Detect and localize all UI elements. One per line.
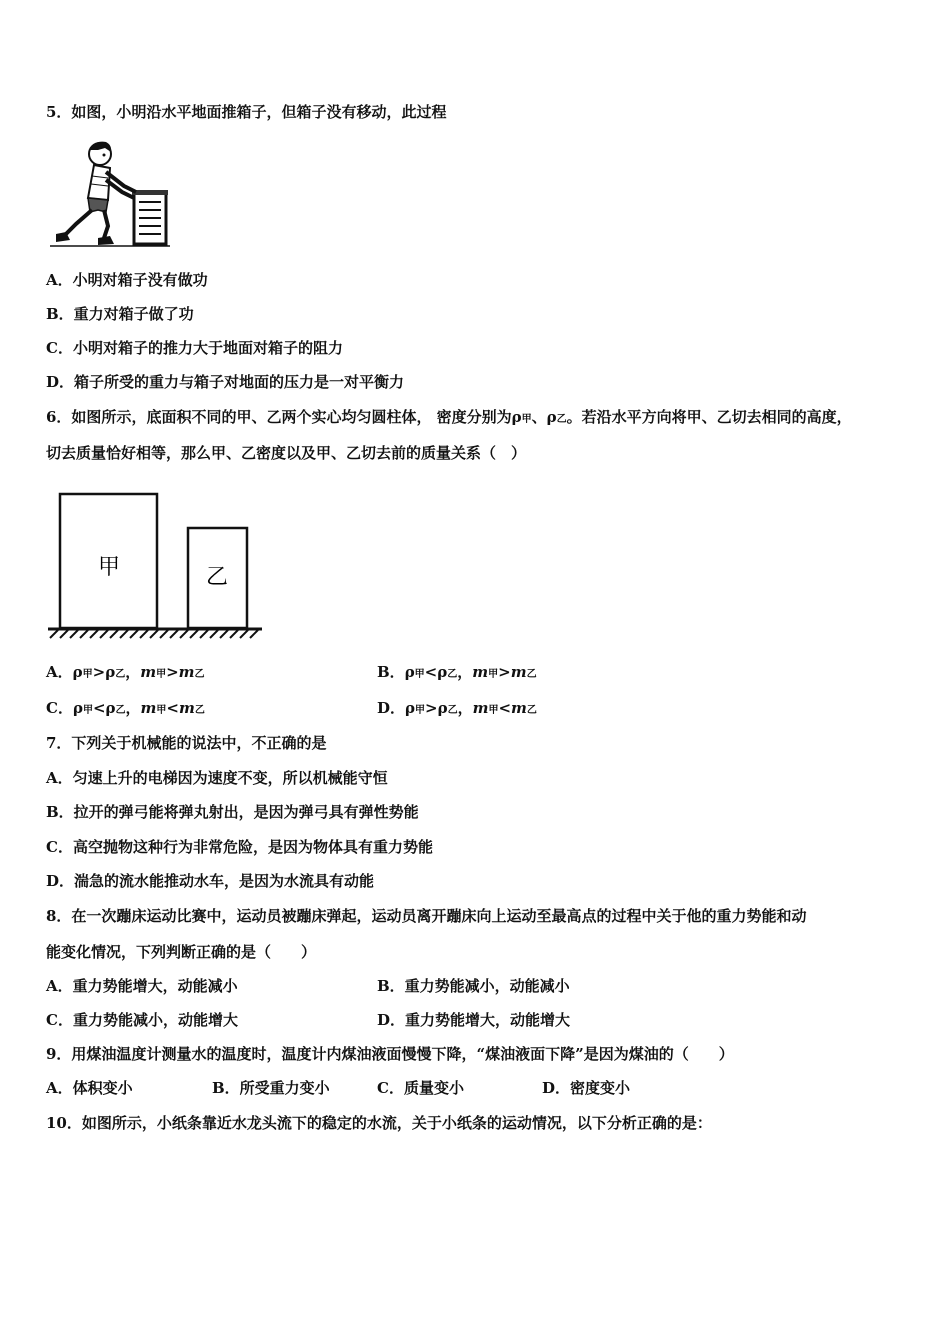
q8-stem-line1: 8．在一次蹦床运动比赛中，运动员被蹦床弹起，运动员离开蹦床向上运动至最高点的过程中关于他的重力势能和动 [46, 907, 807, 925]
q8-option-b: B．重力势能减小，动能减小 [377, 977, 570, 995]
q6-option-c: C．ρ甲<ρ乙，m甲<m乙 [46, 699, 205, 717]
q7-option-d: D．湍急的流水能推动水车，是因为水流具有动能 [46, 872, 375, 890]
q6-option-b: B．ρ甲<ρ乙，m甲>m乙 [377, 663, 537, 681]
q6-cylinders-figure [46, 490, 266, 640]
q5-option-c: C．小明对箱子的推力大于地面对箱子的阻力 [46, 339, 343, 357]
q8-stem-line2: 能变化情况，下列判断正确的是（ ） [46, 943, 317, 961]
q6-option-a: A．ρ甲>ρ乙，m甲>m乙 [46, 663, 205, 681]
q7-option-b: B．拉开的弹弓能将弹丸射出，是因为弹弓具有弹性势能 [46, 803, 419, 821]
cylinder-jia-label: 甲 [98, 555, 121, 580]
q9-option-d: D．密度变小 [542, 1079, 631, 1097]
q9-stem: 9．用煤油温度计测量水的温度时，温度计内煤油液面慢慢下降，“煤油液面下降”是因为煤油的（ ） [46, 1045, 734, 1063]
q10-stem: 10．如图所示，小纸条靠近水龙头流下的稳定的水流，关于小纸条的运动情况，以下分析正确的是： [46, 1114, 712, 1132]
q6-stem-line1: 6．如图所示，底面积不同的甲、乙两个实心均匀圆柱体， 密度分别为ρ甲、ρ乙。若沿水平方向将甲、乙切去相同的高度， [46, 408, 852, 426]
q7-option-a: A．匀速上升的电梯因为速度不变，所以机械能守恒 [46, 769, 388, 787]
q9-option-c: C．质量变小 [377, 1079, 464, 1097]
q6-stem-line2: 切去质量恰好相等，那么甲、乙密度以及甲、乙切去前的质量关系（ ） [46, 444, 527, 462]
q5-option-b: B．重力对箱子做了功 [46, 305, 194, 323]
q5-option-d: D．箱子所受的重力与箱子对地面的压力是一对平衡力 [46, 373, 405, 391]
q8-option-a: A．重力势能增大，动能减小 [46, 977, 238, 995]
q9-option-b: B．所受重力变小 [212, 1079, 330, 1097]
q7-option-c: C．高空抛物这种行为非常危险，是因为物体具有重力势能 [46, 838, 433, 856]
q5-option-a: A．小明对箱子没有做功 [46, 271, 208, 289]
q9-option-a: A．体积变小 [46, 1079, 133, 1097]
q5-stem: 5．如图，小明沿水平地面推箱子，但箱子没有移动，此过程 [46, 103, 447, 121]
q6-option-d: D．ρ甲>ρ乙，m甲<m乙 [377, 699, 537, 717]
q5-boy-pushing-box-figure [50, 138, 170, 250]
q8-option-d: D．重力势能增大，动能增大 [377, 1011, 571, 1029]
cylinder-yi-label: 乙 [206, 565, 229, 590]
q7-stem: 7．下列关于机械能的说法中，不正确的是 [46, 734, 327, 752]
q8-option-c: C．重力势能减小，动能增大 [46, 1011, 238, 1029]
